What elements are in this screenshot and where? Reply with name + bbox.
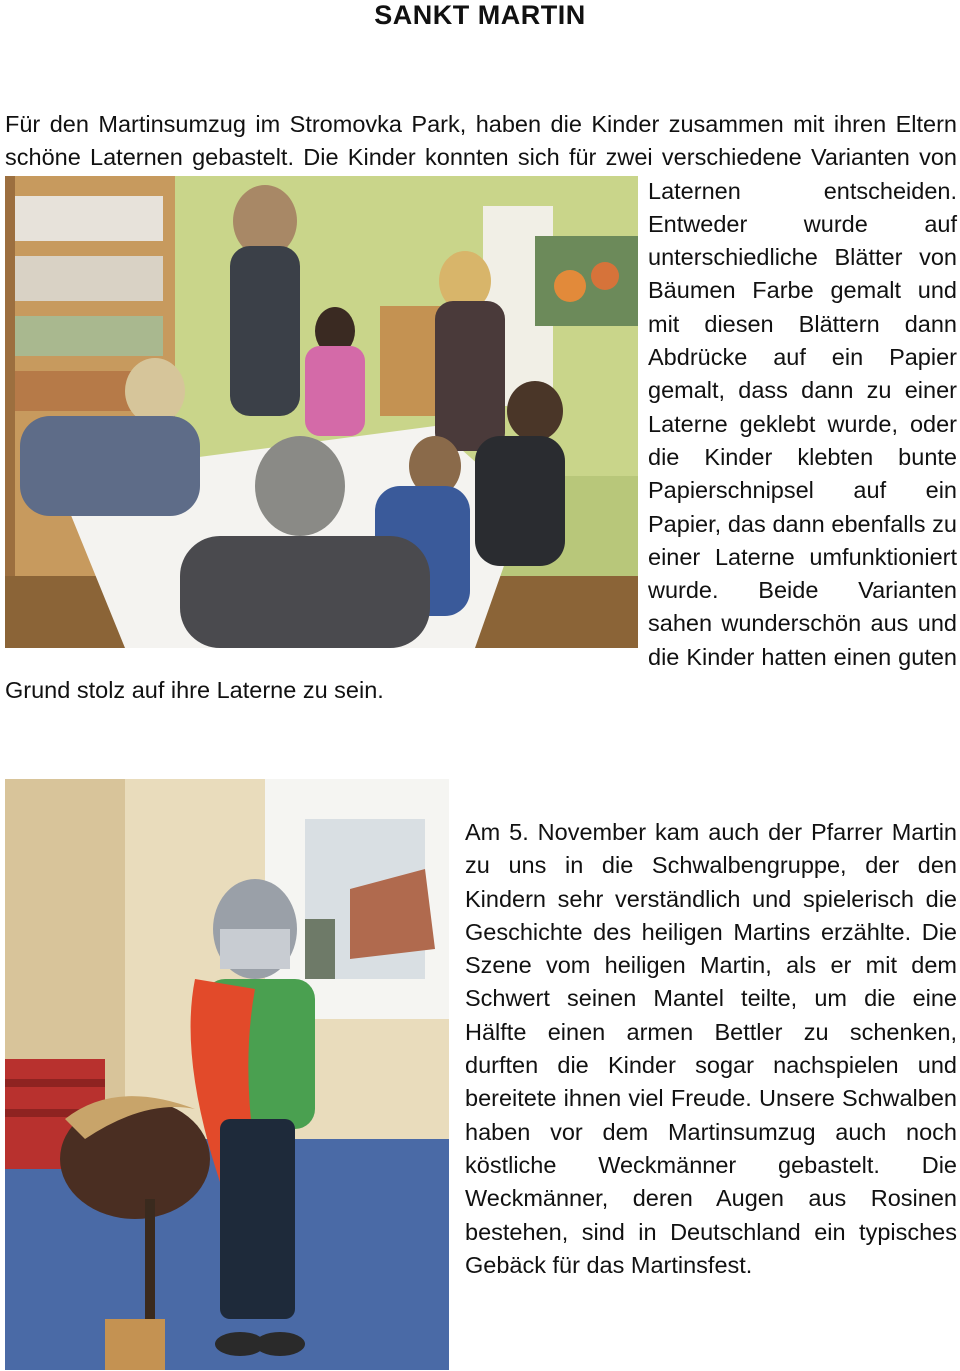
paragraph-lanterns-rest: Entweder wurde auf unterschiedliche Blätter von Bäumen Farbe gemalt und mit diesen Blättern dann Abdrücke auf ein Papier gemalt, dass dann zu einer Laterne geklebt wurde, oder die Kinder klebten bunte Papierschnipsel auf ein Papier, das dann ebenfalls zu einer Laterne umfunktioniert wurde. Beide Varianten sahen wunderschön aus und die Kinder hatten einen guten Grund stolz auf ihre Laterne zu sein. bbox=[5, 210, 957, 704]
photo-lantern-crafting bbox=[5, 176, 638, 648]
page-title: SANKT MARTIN bbox=[374, 0, 586, 30]
paragraph-pfarrer-martin: Am 5. November kam auch der Pfarrer Martin zu uns in die Schwalbengruppe, der den Kindern sehr verständlich und spielerisch die Geschichte des heiligen Martins erzählte. Die Szene vom heiligen Martin, als er mit dem Schwert seinen Mantel teilte, um die eine Hälfte einen armen Bettler zu schenken, durften die Kinder sogar nachspielen und bereitete ihnen viel Freude. Unsere Schwalben haben vor dem Martinsumzug auch noch köstliche Weckmänner gebastelt. Die Weckmänner, deren Augen aus Rosinen bestehen, sind in Deutschland ein typisches Gebäck für das Martinsfest. bbox=[465, 819, 957, 1278]
paragraph-lanterns bbox=[5, 108, 957, 707]
photo-knight-costume bbox=[5, 779, 449, 1370]
paragraph-lanterns-intro: Für den Martinsumzug im Stromovka Park, haben die Kinder zusammen mit ihren Eltern schöne Laternen gebastelt. Die Kinder konnten sich für zwei verschiedene Varianten von Laternen entscheiden. bbox=[5, 111, 957, 204]
